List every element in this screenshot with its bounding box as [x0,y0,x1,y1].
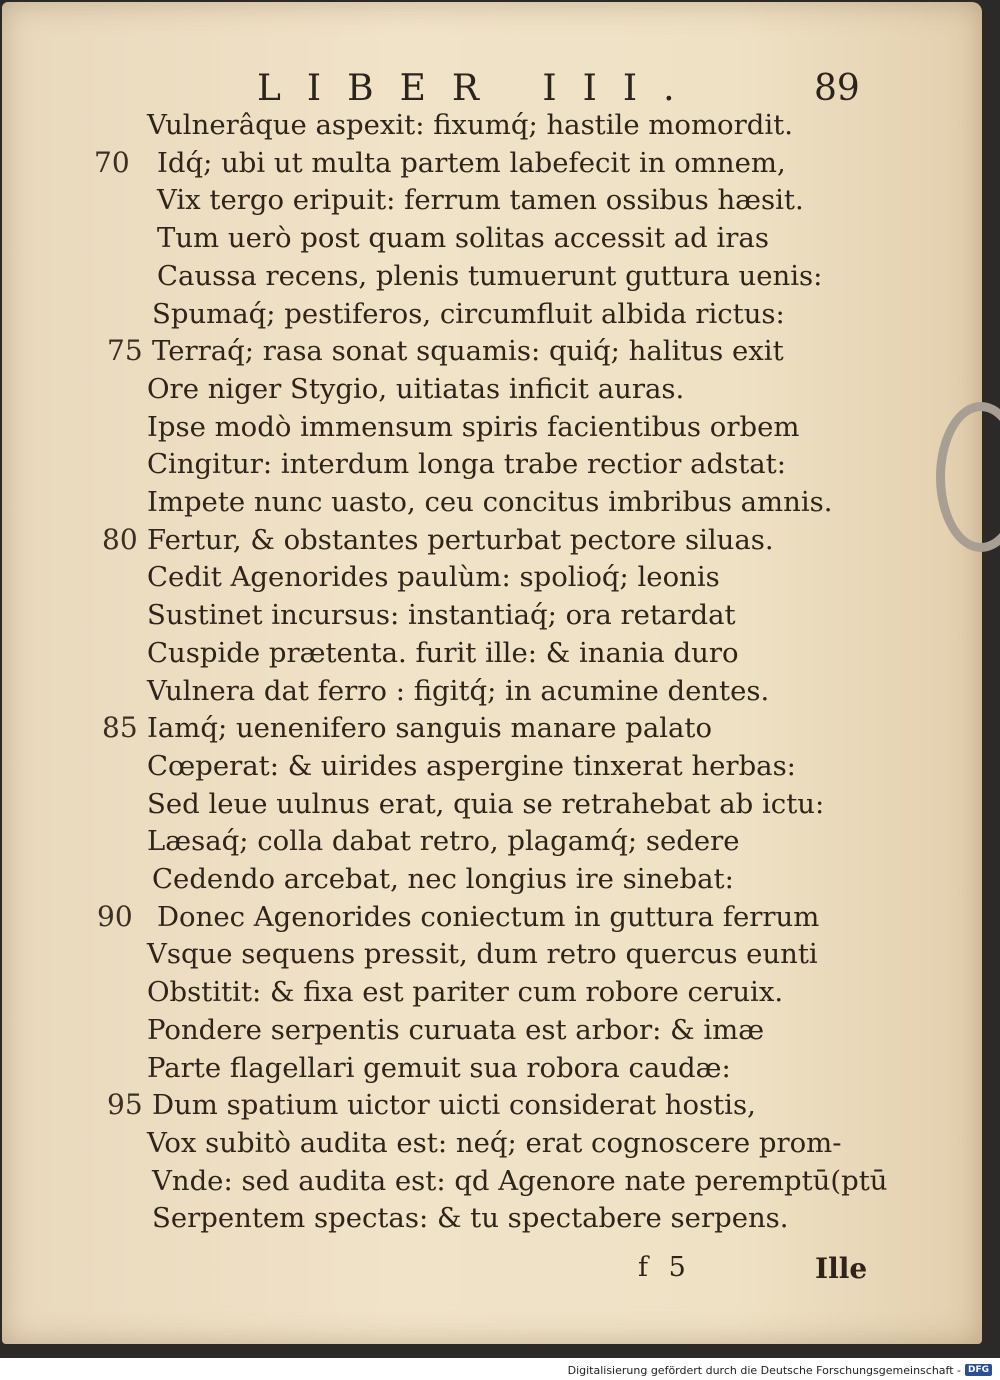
line-number: 90 [97,900,133,933]
verse-line [147,973,783,1011]
page-footer [2,1252,982,1292]
line-number: 85 [102,711,138,744]
verse-line [94,144,786,182]
line-number: 75 [107,334,143,367]
verse-text: Vix tergo eripuit: ferrum tamen ossibus hæsit. [157,184,804,216]
verse-text: Dum spatium uictor uicti considerat hostis, [152,1089,756,1121]
verse-text: Vnde: sed audita est: qd Agenore nate peremptū(ptū [152,1165,888,1197]
verse-line [147,483,833,521]
verse-line [147,106,793,144]
verse-line [147,1124,842,1162]
line-number: 70 [94,146,130,179]
verse-line [147,445,786,483]
verse-text: Vox subitò audita est: neq́; erat cognoscere prom- [147,1127,842,1159]
verse-line [147,634,739,672]
running-title: LIBER III. [257,68,701,109]
verse-text: Sed leue uulnus erat, quia se retrahebat ab ictu: [147,788,825,820]
verse-line [147,1049,731,1087]
book-page [2,2,982,1344]
verse-text: Obstitit: & fixa est pariter cum robore ceruix. [147,976,784,1008]
dfg-logo: DFG [965,1364,992,1376]
verse-line [157,257,822,295]
verse-line [97,898,820,936]
verse-text: Fertur, & obstantes perturbat pectore siluas. [147,524,774,556]
verse-text: Cedit Agenorides paulùm: spolioq́; leonis [147,561,720,593]
verse-text: Serpentem spectas: & tu spectabere serpens. [152,1202,789,1234]
verse-text: Spumaq́; pestiferos, circumfluit albida rictus: [152,298,785,330]
page-number: 89 [814,68,860,109]
verse-text: Caussa recens, plenis tumuerunt guttura uenis: [157,260,823,292]
verse-line [147,935,818,973]
verse-text: Pondere serpentis curuata est arbor: & imæ [147,1014,765,1046]
verse-text: Tum uerò post quam solitas accessit ad iras [157,222,769,254]
catchword: Ille [815,1252,868,1285]
verse-text: Vulnera dat ferro : figitq́; in acumine dentes. [147,675,770,707]
verse-text: Iamq́; uenenifero sanguis manare palato [147,712,713,744]
verse-text: Idq́; ubi ut multa partem labefecit in omnem, [157,147,786,179]
verse-line [152,295,785,333]
verse-text: Cœperat: & uirides aspergine tinxerat herbas: [147,750,796,782]
verse-line [157,219,769,257]
verse-line [152,1162,887,1200]
verse-text: Impete nunc uasto, ceu concitus imbribus amnis. [147,486,833,518]
verse-line [147,747,796,785]
credit-text: Digitalisierung gefördert durch die Deutsche Forschungsgemeinschaft - [567,1363,961,1377]
verse-line [147,785,824,823]
verse-text: Sustinet incursus: instantiaq́; ora retardat [147,599,736,631]
verse-text: Læsaq́; colla dabat retro, plagamq́; sedere [147,825,740,857]
verse-text: Vsque sequens pressit, dum retro quercus eunti [147,938,818,970]
verse-line [157,181,804,219]
verse-line [147,370,684,408]
verse-text: Ore niger Stygio, uitiatas inficit auras. [147,373,685,405]
verse-line [107,332,784,370]
verse-text: Parte flagellari gemuit sua robora caudæ: [147,1052,731,1084]
verse-text: Cedendo arcebat, nec longius ire sinebat: [152,863,734,895]
verse-line [147,596,736,634]
verse-text: Ipse modò immensum spiris facientibus orbem [147,411,800,443]
verse-text: Vulnerâque aspexit: fixumq́; hastile momordit. [147,109,793,141]
digitization-credit [568,1362,992,1378]
verse-line [147,408,799,446]
verse-line [107,1086,756,1124]
verse-text: Terraq́; rasa sonat squamis: quiq́; halitus exit [152,335,784,367]
signature-mark: f 5 [638,1252,686,1283]
verse-line [102,709,713,747]
verse-line [102,521,774,559]
verse-line [147,1011,764,1049]
verse-line [152,860,734,898]
verse-text: Cingitur: interdum longa trabe rectior adstat: [147,448,786,480]
line-number: 95 [107,1088,143,1121]
verse-text: Cuspide prætenta. furit ille: & inania duro [147,637,739,669]
verse-line [147,672,769,710]
verse-line [152,1199,789,1237]
verse-line [147,558,720,596]
verse-line [147,822,740,860]
verse-text: Donec Agenorides coniectum in guttura ferrum [157,901,820,933]
line-number: 80 [102,523,138,556]
